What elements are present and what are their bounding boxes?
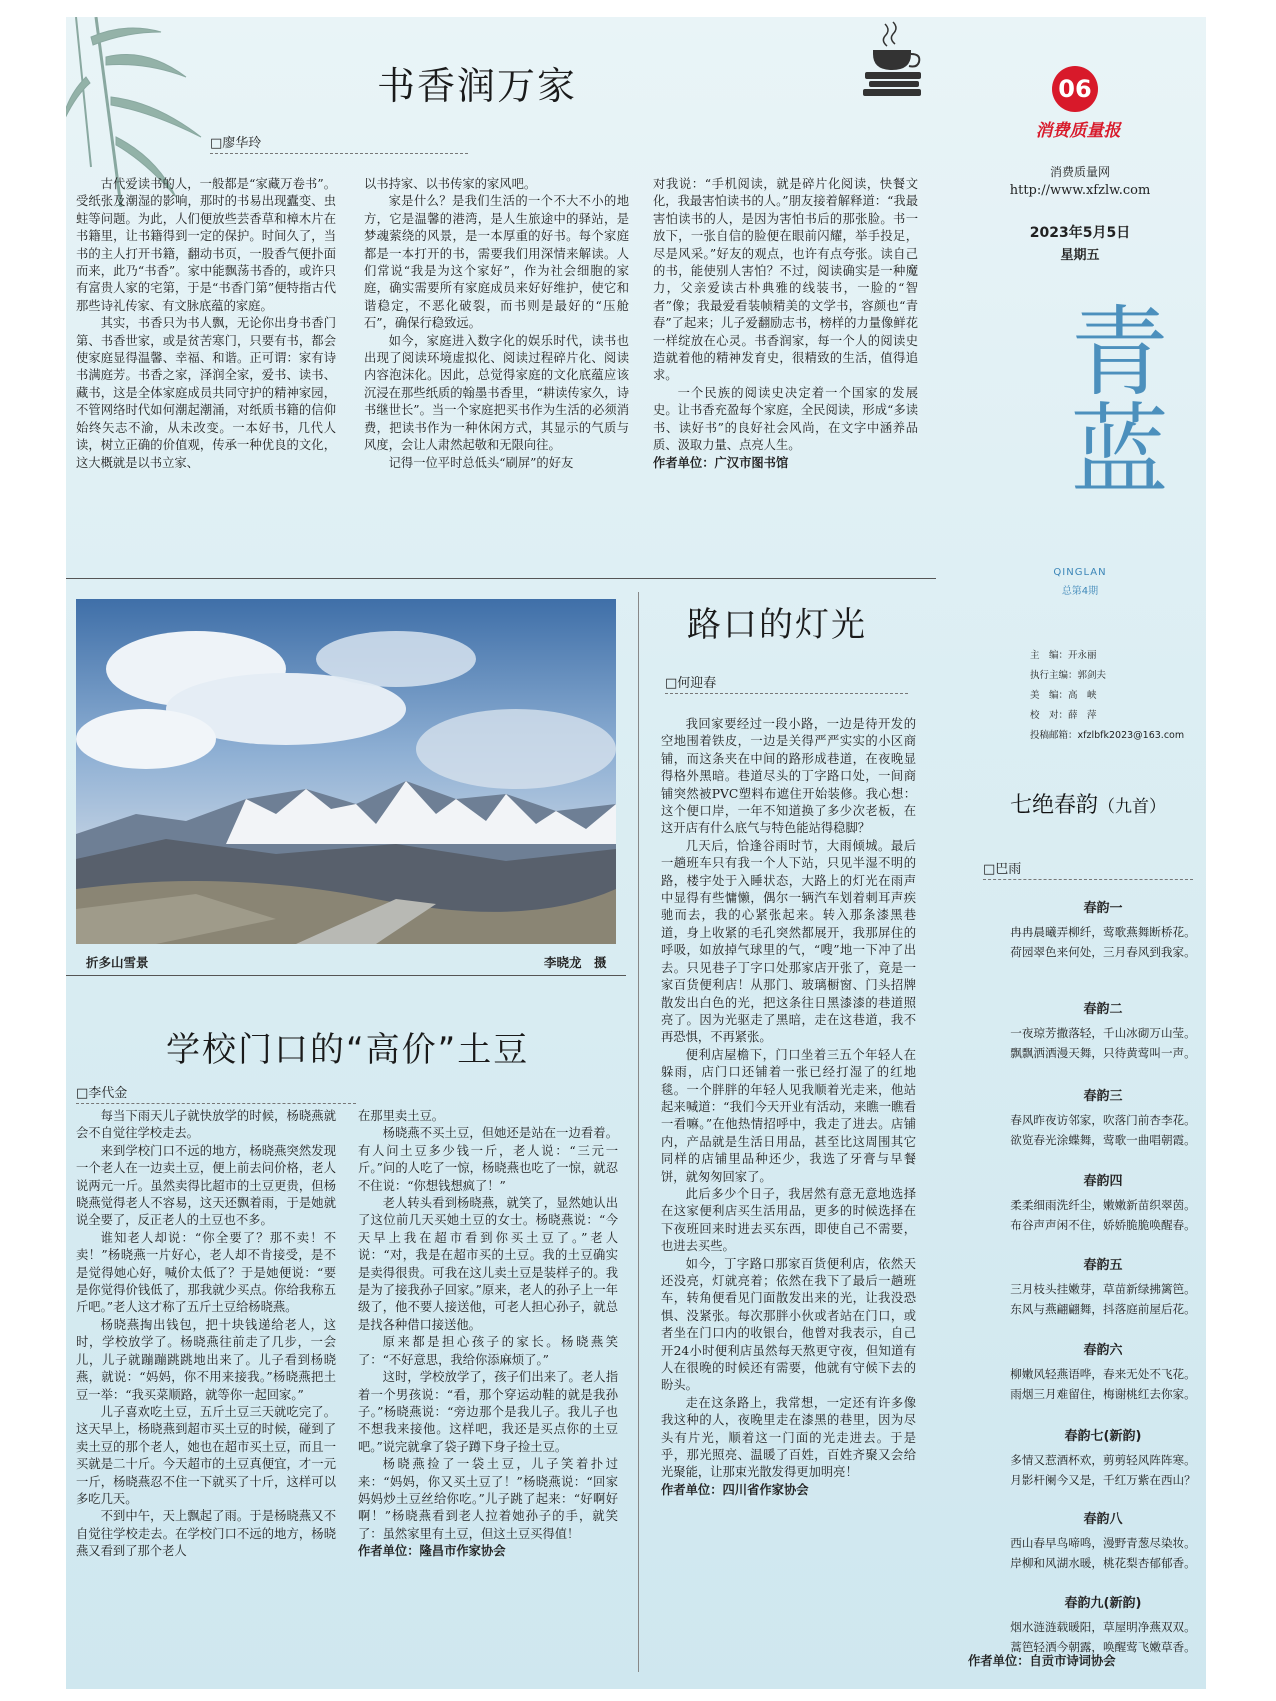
article-column bbox=[358, 1108, 618, 1673]
paragraph: 便利店屋檐下，门口坐着三五个年轻人在躲雨，店门口还铺着一张已经打湿了的红地毯。一个胖胖的年轻人见我顺着光走来，他站起来喊道：“我们今天开业有活动，来瞧一瞧看一看嘛。”在他热情招呼中，我走了进去。店铺内，产品就是生活日用品，甚至比这周围其它同样的店铺里品种还少，我选了牙膏与早餐饼，就匆匆回家了。 bbox=[661, 1047, 916, 1184]
paragraph: 以书持家、以书传家的家风吧。 bbox=[364, 177, 537, 191]
poem-line: 飘飘洒洒漫天舞，只待黄莺叫一声。 bbox=[1010, 1046, 1196, 1060]
author-unit: 作者单位：广汉市图书馆 bbox=[653, 455, 789, 470]
poem-line: 荷园翠色来何处，三月春风到我家。 bbox=[1010, 945, 1196, 959]
poem-heading: 春韵七(新韵) bbox=[1064, 1429, 1142, 1444]
editorial-credits bbox=[1030, 646, 1184, 746]
paragraph: 走在这条路上，我常想，一定还有许多像我这种的人，夜晚里走在漆黑的巷里，因为尽头有片光，顺着这一门面的光走进去。于是乎，那光照亮、温暖了百姓，百姓齐聚又会给光聚能，让那束光散发得更加明亮！ bbox=[661, 1395, 916, 1480]
author-unit: 作者单位：四川省作家协会 bbox=[661, 1482, 809, 1497]
credit-line: 美 编：高 峡 bbox=[1030, 690, 1097, 701]
paragraph: 杨晓燕掏出钱包，把十块钱递给老人，这时，学校放学了。杨晓燕往前走了几步，一会儿，儿子就蹦蹦跳跳地出来了。儿子看到杨晓燕，就说：“妈妈，你不用来接我。”杨晓燕把土豆一举：“我买菜顺路，就等你一起回家。” bbox=[76, 1317, 336, 1402]
poem-line: 烟水涟涟载暖阳，草屋明净燕双双。 bbox=[1010, 1620, 1196, 1634]
paragraph: 如今，家庭进入数字化的娱乐时代，读书也出现了阅读环境虚拟化、阅读过程碎片化、阅读内容泡沫化。因此，总觉得家庭的文化底蕴应该沉浸在那些纸质的翰墨书香里，“耕读传家久，诗书继世长”。当一个家庭把买书作为生活的必须消费，把读书作为一种休闲方式，其显示的气质与风度，会让人肃然起敬和无限向往。 bbox=[364, 333, 629, 453]
issue-date: 2023年5月5日 bbox=[1029, 225, 1131, 241]
poem-heading: 春韵八 bbox=[1083, 1512, 1123, 1527]
poem-heading: 春韵一 bbox=[1083, 901, 1123, 916]
poem-line: 多情又惹酒杯欢，剪剪轻风阵阵寒。 bbox=[1010, 1453, 1196, 1467]
paragraph: 不到中午，天上飘起了雨。于是杨晓燕又不自觉往学校走去。在学校门口不远的地方，杨晓燕又看到了那个老人 bbox=[76, 1509, 336, 1559]
poem-line: 三月枝头挂嫩芽，草苗新绿拂篱笆。 bbox=[1010, 1282, 1196, 1296]
poem-line: 布谷声声闲不住，娇娇脆脆唤醒春。 bbox=[1010, 1218, 1196, 1232]
column-pinyin: QINGLAN bbox=[1053, 567, 1107, 578]
article-column bbox=[76, 176, 336, 564]
article-title: 学校门口的“高价”土豆 bbox=[166, 1030, 530, 1070]
paragraph: 杨晓燕捡了一袋土豆，儿子笑着扑过来：“妈妈，你又买土豆了！”杨晓燕说：“回家妈妈炒土豆丝给你吃。”儿子跳了起来：“好啊好啊！”杨晓燕看到老人拉着她孙子的手，就笑了：虽然家里有土豆，但这土豆买得值！ bbox=[358, 1457, 618, 1541]
poem-line: 西山春早鸟啼鸣，漫野青葱尽染妆。 bbox=[1010, 1536, 1196, 1550]
article-column bbox=[653, 176, 918, 564]
photo-caption: 折多山雪景 bbox=[86, 955, 149, 970]
credit-line: 执行主编：郭剑夫 bbox=[1030, 670, 1107, 681]
poem-line: 蒿笆轻洒今朝露，唤醒莺飞嫩草香。 bbox=[1010, 1640, 1196, 1654]
poem-heading: 春韵五 bbox=[1083, 1258, 1123, 1273]
poem-heading: 春韵三 bbox=[1083, 1089, 1123, 1104]
mountain-photo bbox=[76, 599, 616, 944]
poem bbox=[988, 1339, 1218, 1404]
paragraph: 我回家要经过一段小路，一边是待开发的空地围着铁皮，一边是关得严严实实的小区商铺，而这条夹在中间的路形成巷道，在夜晚显得格外黑暗。巷道尽头的丁字路口处，一间商铺突然被PVC塑料布遮住开始装修。我心想：这个便口岸，一年不知道换了多少次老板，在这开店有什么底气与特色能站得稳脚？ bbox=[661, 717, 916, 836]
article-column bbox=[661, 716, 916, 1673]
paragraph: 此后多少个日子，我居然有意无意地选择在这家便利店买生活用品，更多的时候选择在下夜班回来时进去买东西，即使自己不需要，也进去买些。 bbox=[661, 1186, 916, 1254]
poem-line: 雨烟三月难留住，梅谢桃红去你家。 bbox=[1010, 1387, 1196, 1401]
paragraph: 一个民族的阅读史决定着一个国家的发展史。让书香充盈每个家庭，全民阅读，形成“多读书、读好书”的良好社会风尚，在文字中涵养品质、汲取力量、点亮人生。 bbox=[653, 385, 918, 453]
page-number: 06 bbox=[1052, 66, 1098, 112]
poem bbox=[988, 1425, 1218, 1490]
poem bbox=[988, 998, 1218, 1063]
poem-line: 东风与燕翩翩舞，抖落庭前屋后花。 bbox=[1010, 1302, 1196, 1316]
paragraph: 来到学校门口不远的地方，杨晓燕突然发现一个老人在一边卖土豆，便上前去问价格，老人说两元一斤。虽然卖得比超市的土豆更贵，但杨晓燕觉得老人不容易，这天还飘着雨，于是她就说全要了，反正老人的土豆也不多。 bbox=[76, 1143, 336, 1228]
paragraph: 古代爱读书的人，一般都是“家藏万卷书”。受纸张及潮湿的影响，那时的书易出现蠹变、虫蛀等问题。为此，人们便放些芸香草和樟木片在书籍里，让书籍得到一定的保护。时间久了，当书的主人打开书籍，翻动书页，一股香气便扑面而来，此乃“书香”。家中能飘荡书香的，或许只有富贵人家的宅第，于是“书香门第”便特指古代那些诗礼传家、有文脉底蕴的家庭。 bbox=[76, 177, 336, 313]
credit-line: 主 编：开永丽 bbox=[1030, 650, 1097, 661]
poem-set-title: 七绝春韵（九首） bbox=[1010, 793, 1167, 818]
poem-heading: 春韵九(新韵) bbox=[1064, 1596, 1142, 1611]
column-name: 青蓝 bbox=[1054, 300, 1168, 496]
paragraph: 几天后，恰逢谷雨时节，大雨倾城。最后一趟班车只有我一个人下站，只见半湿不明的路，楼宇处于入睡状态，大路上的灯光在雨声中显得有些慵懒，偶尔一辆汽车划着刺耳声疾驰而去，我的心紧张起来。转入那条漆黑巷道，身上收紧的毛孔突然都展开，我那屏住的呼吸，如放掉气球里的气，“嗖”地一下冲了出去。只见巷子丁字口处那家店开张了，竟是一家百货便利店！从那门、玻璃橱窗、门头招牌散发出白色的光，把这条往日黑漆漆的巷道照亮了。因为光驱走了黑暗，走在这巷道，我不再恐惧，不再紧张。 bbox=[661, 838, 916, 1045]
poem bbox=[988, 897, 1218, 962]
article-title: 书香润万家 bbox=[377, 64, 578, 108]
poem-heading: 春韵二 bbox=[1083, 1002, 1123, 1017]
poem-line: 岸柳和风湖水暖，桃花梨杏郁郁香。 bbox=[1010, 1556, 1196, 1570]
article-title: 路口的灯光 bbox=[687, 605, 867, 645]
article-column bbox=[76, 1108, 336, 1673]
issue-number: 总第4期 bbox=[1061, 586, 1099, 597]
paragraph: 如今，丁字路口那家百货便利店，依然天还没亮，灯就亮着；依然在我下了最后一趟班车，转角便看见门面散发出来的光，让我没恐惧、没紧张。每次那胖小伙或者站在门口，或者坐在门口内的收银台，他曾对我表示，自己开24小时便利店虽然每天熬更守夜，但知道有人在很晚的时候还有需要，他就有守候下去的盼头。 bbox=[661, 1256, 916, 1393]
paragraph: 每当下雨天儿子就快放学的时候，杨晓燕就会不自觉往学校走去。 bbox=[76, 1109, 336, 1141]
poem bbox=[988, 1254, 1218, 1319]
photo-credit: 李晓龙 摄 bbox=[544, 955, 607, 970]
paragraph: 原来都是担心孩子的家长。杨晓燕笑了：“不好意思，我给你添麻烦了。” bbox=[358, 1335, 618, 1367]
poem bbox=[988, 1170, 1218, 1235]
article-byline: □何迎春 bbox=[665, 672, 908, 694]
poem bbox=[988, 1592, 1218, 1657]
poem-line: 春风昨夜访邻家，吹落门前杏李花。 bbox=[1010, 1113, 1196, 1127]
paragraph: 对我说：“手机阅读，就是碎片化阅读，快餐文化，我最害怕读书的人。”朋友接着解释道：“我最害怕读书的人，是因为害怕书后的那张脸。书一放下，一张自信的脸便在眼前闪耀，举手投足，尽是风采。”好友的观点，也许有点夸张。读自己的书，能使别人害怕？不过，阅读确实是一种魔力，父亲爱读古朴典雅的线装书，一脸的“智者”像；我最爱看装帧精美的文学书，容颜也“青春”了起来；儿子爱翻励志书，榜样的力量像鲜花一样绽放在心灵。书香润家，每一个人的阅读史造就着他的精神发育史，很精致的生活，值得追求。 bbox=[653, 177, 918, 383]
paper-name: 消费质量报 bbox=[1035, 121, 1121, 141]
author-unit: 作者单位：隆昌市作家协会 bbox=[358, 1544, 506, 1559]
divider bbox=[638, 592, 639, 1672]
paragraph: 记得一位平时总低头“刷屏”的好友 bbox=[388, 455, 574, 470]
article-byline: □李代金 bbox=[76, 1082, 356, 1104]
author-unit: 作者单位：自贡市诗词协会 bbox=[968, 1654, 1116, 1668]
weekday: 星期五 bbox=[1060, 248, 1100, 263]
credit-line: 投稿邮箱：xfzlbfk2023@163.com bbox=[1030, 730, 1185, 741]
poem-line: 欲览春光涂蝶舞，莺歌一曲唱朝霞。 bbox=[1010, 1133, 1196, 1147]
poem-byline: □巴雨 bbox=[983, 858, 1193, 880]
poem-line: 柳嫩风轻燕语哗，春来无处不飞花。 bbox=[1010, 1367, 1196, 1381]
poem-line: 柔柔细雨洗纤尘，嫩嫩新苗织翠茵。 bbox=[1010, 1198, 1196, 1212]
paragraph: 老人转头看到杨晓燕，就笑了，显然她认出了这位前几天买她土豆的女士。杨晓燕说：“今天早上我在超市看到你买土豆了。”老人说：“对，我是在超市买的土豆。我的土豆确实是卖得很贵。可我在这儿卖土豆是装样子的。我是为了接我孙子回家。”原来，老人的孙子上一年级了，他不要人接送他，可老人担心孙子，就总是找各种借口接送他。 bbox=[358, 1196, 618, 1332]
poem-line: 月影杆阑今又是，千红万紫在西山？ bbox=[1010, 1473, 1196, 1487]
poem bbox=[988, 1508, 1218, 1573]
website-label: 消费质量网 bbox=[1049, 165, 1110, 179]
teacup-books-icon bbox=[863, 20, 925, 98]
poem-heading: 春韵四 bbox=[1083, 1174, 1123, 1189]
article-byline: □廖华玲 bbox=[210, 132, 468, 154]
paragraph: 杨晓燕不买土豆，但她还是站在一边看着。有人问土豆多少钱一斤，老人说：“三元一斤。”问的人吃了一惊，杨晓燕也吃了一惊，就忍不住说：“你想钱想疯了！” bbox=[358, 1126, 618, 1193]
paragraph: 儿子喜欢吃土豆，五斤土豆三天就吃完了。这天早上，杨晓燕到超市买土豆的时候，碰到了卖土豆的那个老人，她也在超市买土豆，而且一买就是二十斤。今天超市的土豆真便宜，才一元一斤，杨晓燕忍不住一下就买了十斤，这样可以多吃几天。 bbox=[76, 1404, 336, 1506]
poem-line: 一夜琼芳撒落轻，千山冰砌万山莹。 bbox=[1010, 1026, 1196, 1040]
divider bbox=[66, 975, 626, 976]
website-url: http://www.xfzlw.com bbox=[1009, 183, 1151, 198]
paragraph: 谁知老人却说：“你全要了？那不卖！不卖！”杨晓燕一片好心，老人却不肯接受，是不是觉得她心好，喊价太低了？于是她便说：“要是你觉得价钱低了，那我就少买点。你给我称五斤吧。”老人这才称了五斤土豆给杨晓燕。 bbox=[76, 1230, 336, 1315]
poem bbox=[988, 1085, 1218, 1150]
credit-line: 校 对：薛 萍 bbox=[1030, 710, 1097, 721]
article-column bbox=[364, 176, 629, 564]
divider bbox=[66, 578, 936, 579]
poem-line: 冉冉晨曦弄柳纤，莺歌燕舞断桥花。 bbox=[1010, 925, 1196, 939]
paragraph: 家是什么？是我们生活的一个不大不小的地方，它是温馨的港湾，是人生旅途中的驿站，是梦魂萦绕的风景，是一本厚重的好书。每个家庭都是一本打开的书，需要我们用深情来解读。人们常说“我是为这个家好”，作为社会细胞的家庭，确实需要所有家庭成员来好好维护，使它和谐稳定，不恶化破裂，而书则是最好的“压舱石”，确保行稳致远。 bbox=[364, 194, 629, 331]
paragraph: 在那里卖土豆。 bbox=[358, 1109, 445, 1123]
poem-heading: 春韵六 bbox=[1083, 1343, 1123, 1358]
paragraph: 其实，书香只为书人飘，无论你出身书香门第、书香世家，或是贫苦寒门，只要有书，都会使家庭显得温馨、幸福、和谐。正可谓：家有诗书满庭芳。书香之家，泽润全家，爱书、读书、藏书，这是全体家庭成员共同守护的精神家园，不管网络时代如何潮起潮涌，对纸质书籍的信仰始终矢志不渝，从未改变。一本好书，几代人读，树立正确的价值观，传承一种优良的文化，这大概就是以书立家、 bbox=[76, 316, 336, 470]
paragraph: 这时，学校放学了，孩子们出来了。老人指着一个男孩说：“看，那个穿运动鞋的就是我孙子。”杨晓燕说：“旁边那个是我儿子。我儿子也不想我来接他。这样吧，我还是买点你的土豆吧。”说完就拿了袋子蹲下身子捡土豆。 bbox=[358, 1370, 618, 1454]
